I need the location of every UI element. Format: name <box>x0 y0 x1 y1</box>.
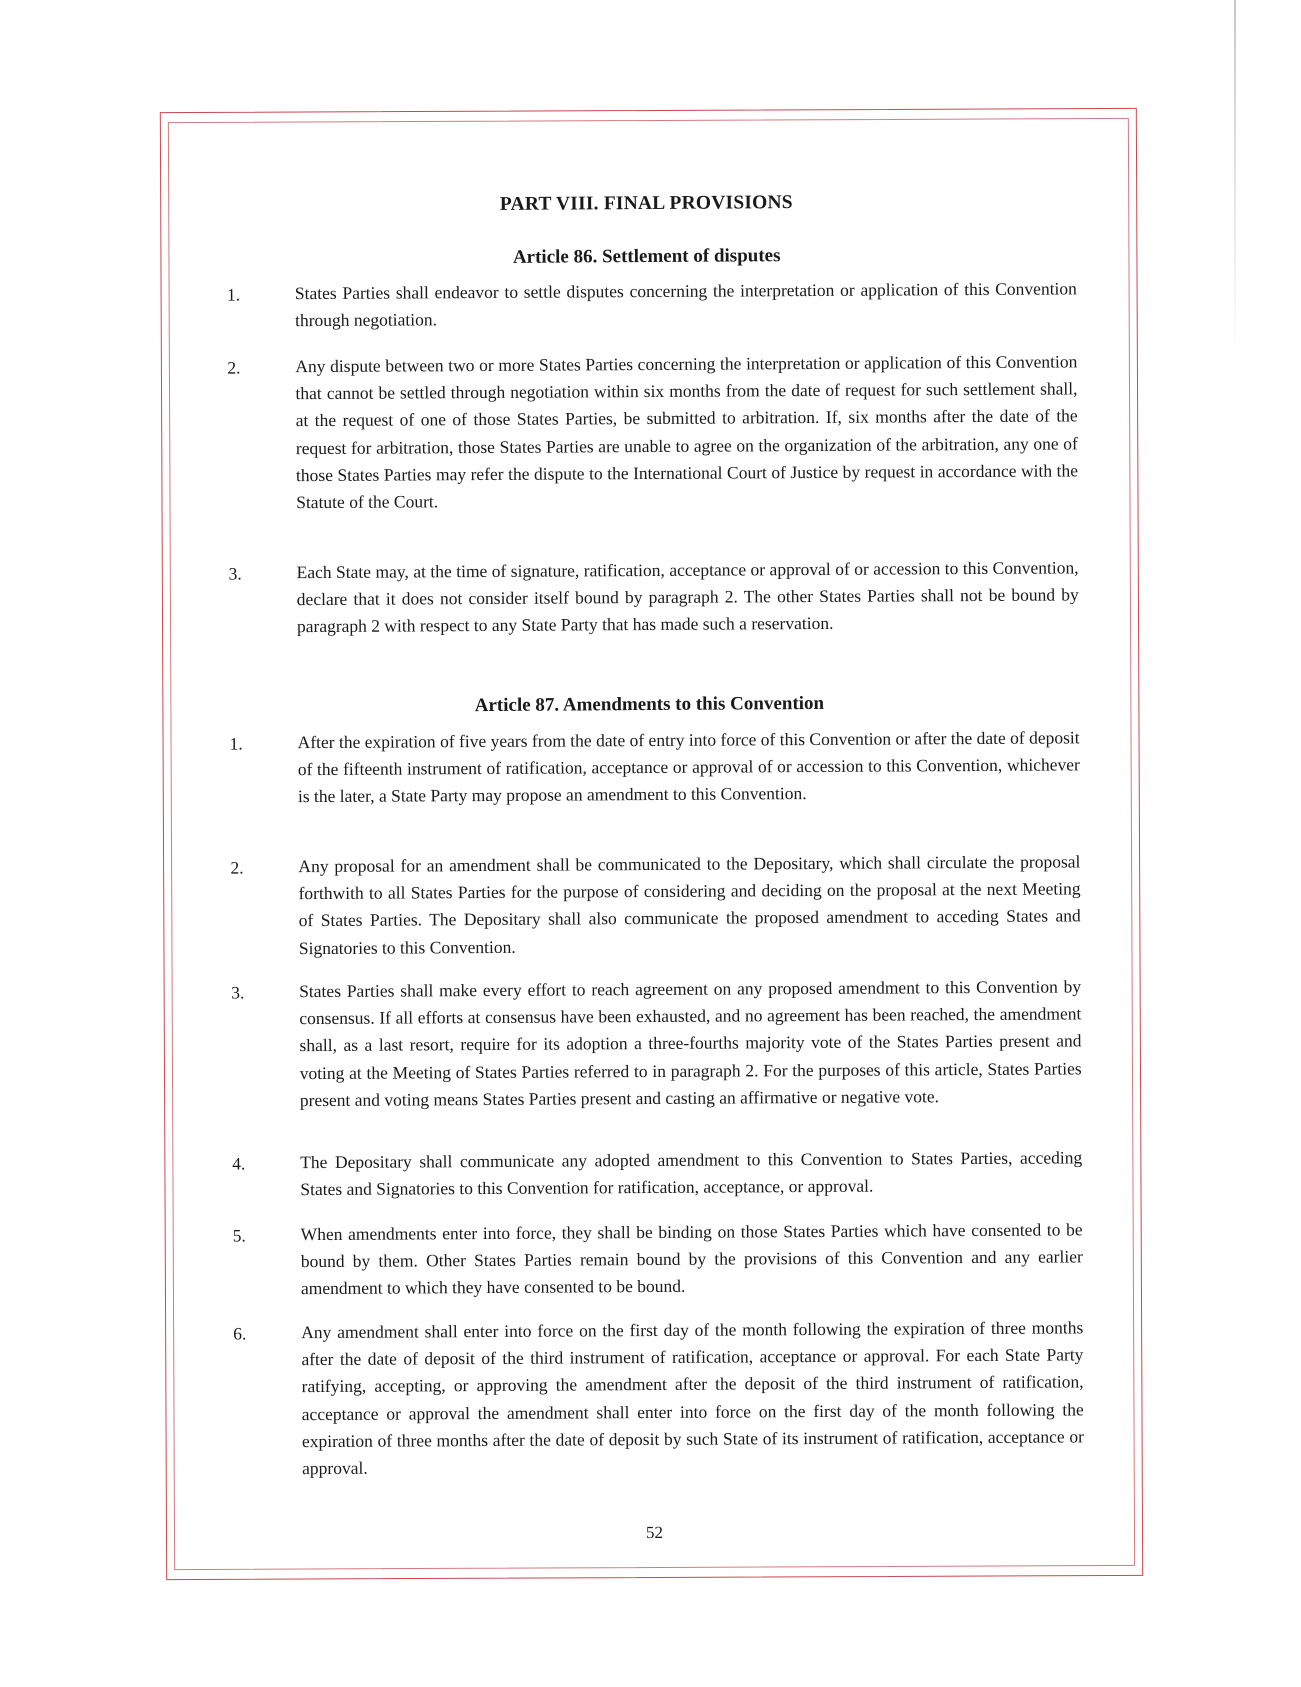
paragraph-number: 5. <box>232 1225 246 1246</box>
article-86-paragraph-1 <box>226 278 1077 331</box>
paragraph-number: 4. <box>232 1153 246 1174</box>
paragraph-text: Any proposal for an amendment shall be communicated to the Depositary, which shall circulate the proposal forthwith to all States Parties for the purpose of considering and deciding on the proposal at the next Meeting of States Parties. The Depositary shall also communicate the proposed amendment to acceding States and Signatories to this Convention. <box>298 851 1081 958</box>
article-86-title: Article 86. Settlement of disputes <box>512 245 781 268</box>
article-87-paragraph-1 <box>229 727 1080 807</box>
paragraph-number: 1. <box>226 284 241 305</box>
article-87-paragraph-3 <box>231 976 1082 1110</box>
paragraph-number: 6. <box>233 1323 247 1344</box>
article-87-paragraph-2 <box>230 851 1081 958</box>
article-87-title: Article 87. Amendments to this Convention <box>474 692 825 717</box>
paragraph-text: Each State may, at the time of signature, ratification, acceptance or approval of or accession to this Convention, declare that it does not consider itself bound by paragraph 2. The other States Parties shall not be bound by paragraph 2 with respect to any State Party that has made such a reservation. <box>296 557 1079 637</box>
page-number: 52 <box>645 1522 664 1543</box>
paragraph-number: 1. <box>229 733 243 754</box>
paragraph-number: 2. <box>230 857 244 878</box>
paragraph-text: Any dispute between two or more States Parties concerning the interpretation or application of this Convention that cannot be settled through negotiation within six months from the date of request for such settlement shall, at the request of one of those States Parties, be submitted to arbitration. If, six months after the date of the request for arbitration, those States Parties are unable to agree on the organization of the arbitration, any one of those States Parties may refer the dispute to the International Court of Justice by request in accordance with the Statute of the Court. <box>295 351 1079 513</box>
paragraph-text: Any amendment shall enter into force on the first day of the month following the expiration of three months after the date of deposit of the third instrument of ratification, acceptance or approval. For each State Party ratifying, accepting, or approving the amendment after the deposit of the third instrument of ratification, acceptance or approval the amendment shall enter into force on the first day of the month following the expiration of three months after the date of deposit by such State of its instrument of ratification, acceptance or approval. <box>301 1317 1084 1479</box>
article-87-paragraph-4 <box>232 1147 1083 1200</box>
paragraph-text: The Depositary shall communicate any adopted amendment to this Convention to States Parties, acceding States and Signatories to this Convention for ratification, acceptance, or approval. <box>300 1147 1083 1200</box>
article-87-paragraph-6 <box>233 1317 1084 1479</box>
paragraph-number: 3. <box>228 563 242 584</box>
part-title: PART VIII. FINAL PROVISIONS <box>499 192 793 215</box>
article-86-paragraph-3 <box>228 557 1079 637</box>
paragraph-number: 2. <box>227 357 241 378</box>
paragraph-number: 3. <box>231 982 245 1003</box>
paragraph-text: After the expiration of five years from the date of entry into force of this Convention or after the date of deposit of the fifteenth instrument of ratification, acceptance or approval of or accession to this Convention, whichever is the later, a State Party may propose an amendment to this Convention. <box>297 727 1080 807</box>
paragraph-text: When amendments enter into force, they shall be binding on those States Parties which have consented to be bound by them. Other States Parties remain bound by the provisions of this Convention and any earlier amendment to which they have consented to be bound. <box>300 1219 1083 1299</box>
paragraph-text: States Parties shall make every effort to reach agreement on any proposed amendment to this Convention by consensus. If all efforts at consensus have been exhausted, and no agreement has been reached, the amendment shall, as a last resort, require for its adoption a three-fourths majority vote of the States Parties present and voting at the Meeting of States Parties referred to in paragraph 2. For the purposes of this article, States Parties present and voting means States Parties present and casting an affirmative or negative vote. <box>299 976 1082 1110</box>
paragraph-text: States Parties shall endeavor to settle disputes concerning the interpretation or application of this Convention through negotiation. <box>294 278 1077 331</box>
article-87-paragraph-5 <box>232 1219 1083 1299</box>
article-86-paragraph-2 <box>227 351 1079 513</box>
